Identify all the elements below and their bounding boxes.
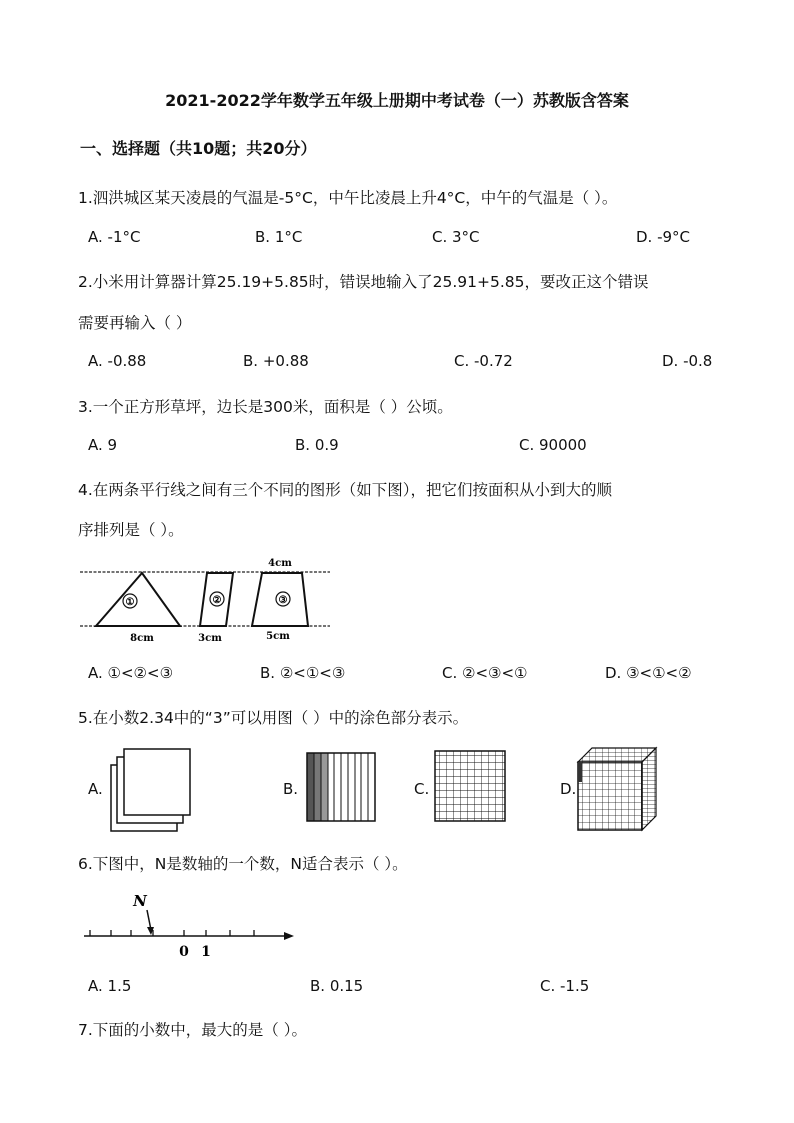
q5-figure-a-stacked-squares	[107, 745, 192, 837]
q2-option-a[interactable]: A. -0.88	[88, 352, 147, 370]
q5-option-a[interactable]: A.	[88, 780, 103, 798]
question-4-stem-line2: 序排列是（ ）。	[78, 521, 184, 539]
q3-option-a[interactable]: A. 9	[88, 436, 118, 454]
q1-option-d[interactable]: D. -9°C	[636, 228, 691, 246]
q6-option-b[interactable]: B. 0.15	[310, 977, 364, 995]
question-2-stem-line1: 2.小米用计算器计算25.19+5.85时，错误地输入了25.91+5.85，要改正这个错误	[78, 273, 649, 291]
base1-label: 8cm	[130, 633, 154, 644]
question-3-stem: 3.一个正方形草坪，边长是300米，面积是（ ）公顷。	[78, 398, 453, 416]
section-heading: 一、选择题（共10题；共20分）	[80, 139, 317, 158]
q5-option-d[interactable]: D.	[560, 780, 577, 798]
q5-figure-b-strips	[304, 750, 378, 824]
q6-option-a[interactable]: A. 1.5	[88, 977, 132, 995]
question-6-stem: 6.下图中，N是数轴的一个数，N适合表示（ ）。	[78, 855, 408, 873]
tick-one-label: 1	[201, 944, 211, 960]
question-5-stem: 5.在小数2.34中的“3”可以用图（ ）中的涂色部分表示。	[78, 709, 469, 727]
q4-option-b[interactable]: B. ②<①<③	[260, 664, 346, 682]
parallel-lines-figure	[80, 555, 340, 645]
axis-arrowhead	[284, 932, 294, 940]
q5-figure-c-grid	[432, 748, 510, 826]
question-1-stem: 1.泗洪城区某天凌晨的气温是-5°C，中午比凌晨上升4°C，中午的气温是（ ）。	[78, 189, 618, 207]
q3-option-c[interactable]: C. 90000	[519, 436, 587, 454]
q5-figure-d-cube	[576, 744, 658, 834]
q4-option-d[interactable]: D. ③<①<②	[605, 664, 692, 682]
tick-zero-label: 0	[179, 944, 189, 960]
q2-option-d[interactable]: D. -0.8	[662, 352, 713, 370]
question-4-stem-line1: 4.在两条平行线之间有三个不同的图形（如下图），把它们按面积从小到大的顺	[78, 481, 613, 499]
base3-label: 5cm	[266, 631, 290, 642]
q5-option-c[interactable]: C.	[414, 780, 430, 798]
q2-option-c[interactable]: C. -0.72	[454, 352, 513, 370]
question-7-stem: 7.下面的小数中，最大的是（ ）。	[78, 1021, 307, 1039]
number-line-figure	[82, 888, 302, 960]
q1-option-a[interactable]: A. -1°C	[88, 228, 141, 246]
q2-option-b[interactable]: B. +0.88	[243, 352, 309, 370]
triangle-shape	[96, 573, 180, 626]
q4-option-a[interactable]: A. ①<②<③	[88, 664, 174, 682]
shape3-label: ③	[278, 595, 288, 606]
q6-option-c[interactable]: C. -1.5	[540, 977, 590, 995]
page-title: 2021-2022学年数学五年级上册期中考试卷（一）苏教版含答案	[165, 91, 629, 110]
q3-option-b[interactable]: B. 0.9	[295, 436, 339, 454]
question-2-stem-line2: 需要再输入（ ）	[78, 314, 192, 332]
q4-option-c[interactable]: C. ②<③<①	[442, 664, 528, 682]
q1-option-c[interactable]: C. 3°C	[432, 228, 480, 246]
q1-option-b[interactable]: B. 1°C	[255, 228, 303, 246]
point-n-label: N	[133, 892, 147, 910]
top-dimension-label: 4cm	[268, 558, 292, 569]
q5-option-b[interactable]: B.	[283, 780, 299, 798]
shape2-label: ②	[212, 595, 222, 606]
shape1-label: ①	[125, 597, 135, 608]
base2-label: 3cm	[198, 633, 222, 644]
